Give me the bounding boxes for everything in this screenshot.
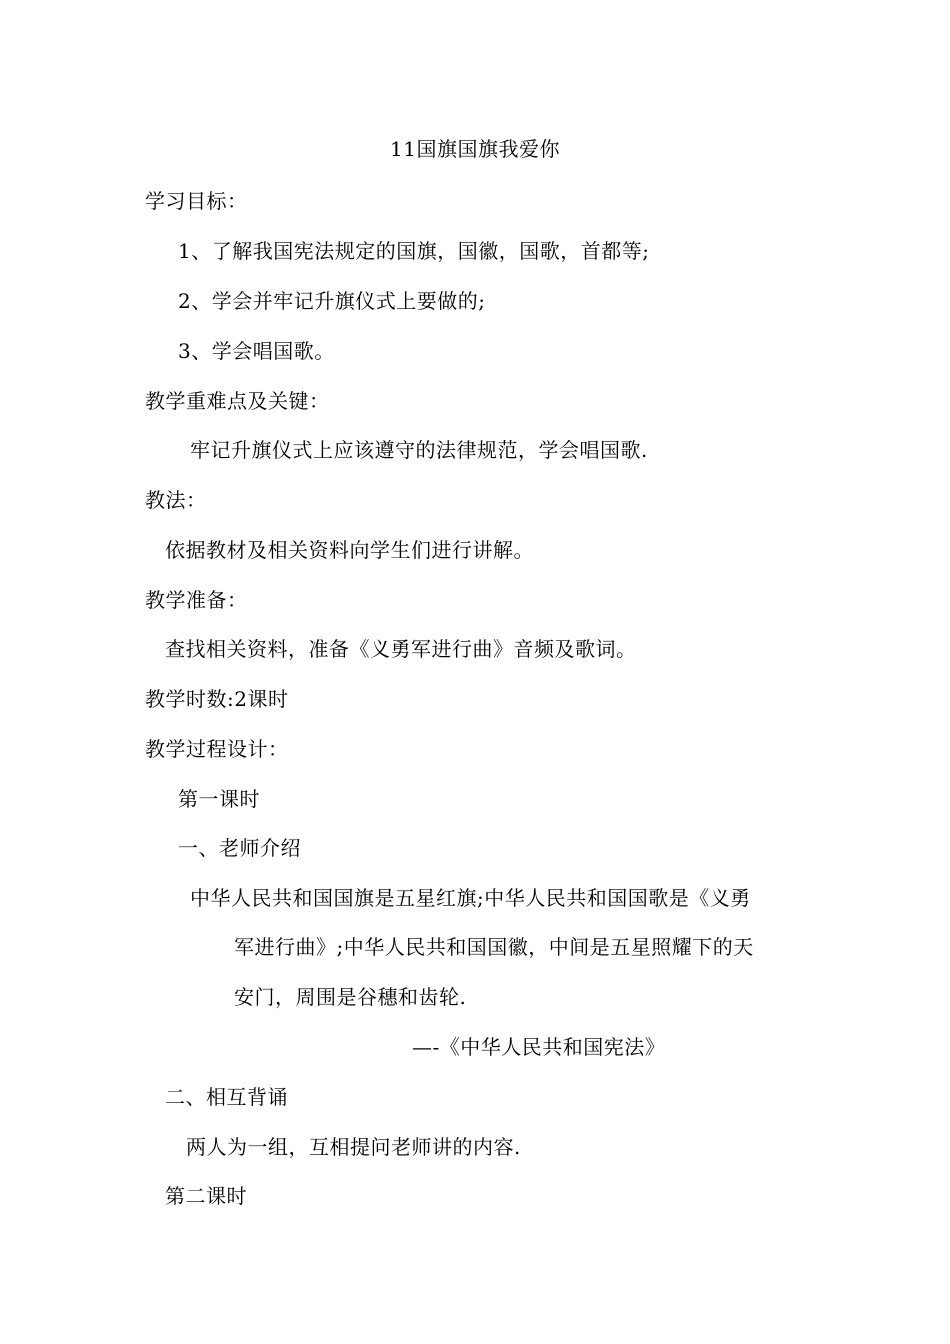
section1-heading: 一、老师介绍 bbox=[178, 836, 301, 860]
quote-source: —-《中华人民共和国宪法》 bbox=[412, 1035, 666, 1059]
method-heading: 教法： bbox=[145, 488, 207, 512]
page-title: 11国旗国旗我爱你 bbox=[390, 137, 560, 161]
teaching-hours: 教学时数:2课时 bbox=[145, 687, 289, 711]
lesson1-heading: 第一课时 bbox=[178, 787, 260, 811]
process-heading: 教学过程设计： bbox=[145, 737, 289, 761]
keypoints-heading: 教学重难点及关键： bbox=[145, 389, 330, 413]
objectives-heading: 学习目标： bbox=[145, 189, 248, 213]
section2-heading: 二、相互背诵 bbox=[165, 1085, 288, 1109]
objective-item-2: 2、学会并牢记升旗仪式上要做的; bbox=[178, 289, 486, 313]
quote-line-1: 中华人民共和国国旗是五星红旗;中华人民共和国国歌是《义勇 bbox=[190, 886, 751, 910]
method-text: 依据教材及相关资料向学生们进行讲解。 bbox=[165, 538, 534, 562]
preparation-text: 查找相关资料，准备《义勇军进行曲》音频及歌词。 bbox=[165, 637, 637, 661]
quote-line-2: 军进行曲》;中华人民共和国国徽，中间是五星照耀下的天 bbox=[234, 935, 754, 959]
section2-text: 两人为一组，互相提问老师讲的内容. bbox=[186, 1135, 521, 1159]
objective-item-3: 3、学会唱国歌。 bbox=[178, 339, 335, 363]
objective-item-1: 1、了解我国宪法规定的国旗，国徽，国歌，首都等; bbox=[178, 239, 650, 263]
quote-line-3: 安门，周围是谷穗和齿轮. bbox=[234, 985, 467, 1009]
preparation-heading: 教学准备： bbox=[145, 588, 248, 612]
lesson2-heading: 第二课时 bbox=[165, 1184, 247, 1208]
keypoints-text: 牢记升旗仪式上应该遵守的法律规范，学会唱国歌. bbox=[190, 438, 648, 462]
